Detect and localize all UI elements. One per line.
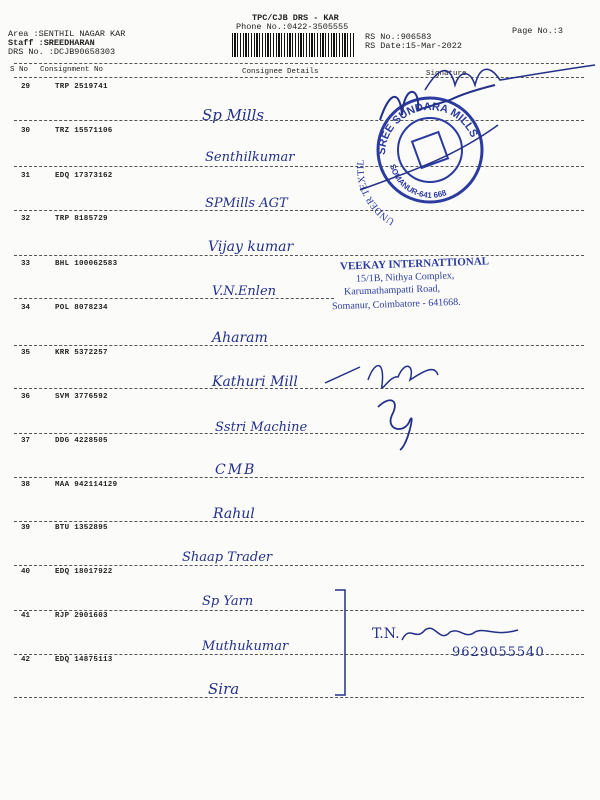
col-signature: Signature xyxy=(426,70,467,78)
row-sno: 32 xyxy=(21,215,31,223)
row-consignment: TRP 2519741 xyxy=(55,83,108,91)
signoff-signature xyxy=(400,622,520,647)
stamp-rect-address-1: 15/1B, Nithya Complex, xyxy=(355,270,455,285)
row-sno: 35 xyxy=(21,349,31,357)
page-number: Page No.:3 xyxy=(512,26,564,36)
row-consignee: Vijay kumar xyxy=(208,239,294,255)
row-sno: 31 xyxy=(21,172,31,180)
stamp-side-text: UNDER TEXTIL xyxy=(355,159,397,227)
row-consignment: EDQ 14875113 xyxy=(55,656,113,664)
stamp-rect-address-3: Somanur, Coimbatore - 641668. xyxy=(331,296,461,313)
row-consignment: DDG 4228505 xyxy=(55,437,108,445)
group-bracket xyxy=(330,585,360,700)
document-title: TPC/CJB DRS - KAR xyxy=(252,13,339,23)
row-consignment: BTU 1352895 xyxy=(55,524,108,532)
row-sno: 37 xyxy=(21,437,31,445)
row-consignee: Kathuri Mill xyxy=(212,374,298,390)
row-consignment: KRR 5372257 xyxy=(55,349,108,357)
row-consignment: TRZ 15571106 xyxy=(55,127,113,135)
row-consignment: EDQ 18017922 xyxy=(55,568,113,576)
signoff-phone: 9629055540 xyxy=(452,645,545,660)
rs-number: RS No.:906583 xyxy=(365,32,432,42)
row-divider xyxy=(14,345,584,346)
row-consignee: Rahul xyxy=(213,506,255,522)
row-sno: 39 xyxy=(21,524,31,532)
row-consignment: SVM 3776592 xyxy=(55,393,108,401)
row-divider xyxy=(14,610,584,611)
row-consignment: MAA 942114129 xyxy=(55,481,118,489)
stamp-town: SOMANUR-641 668 xyxy=(387,163,448,200)
row-consignment: BHL 100062583 xyxy=(55,260,118,268)
staff-label: Staff :SREEDHARAN xyxy=(8,38,95,48)
row-sno: 41 xyxy=(21,612,31,620)
barcode xyxy=(232,33,354,57)
row-consignment: POL 8078234 xyxy=(55,304,108,312)
row-consignee: Sp Mills xyxy=(202,106,265,124)
row-sno: 34 xyxy=(21,304,31,312)
row-consignee: CMB xyxy=(215,462,257,478)
row-sno: 29 xyxy=(21,83,31,91)
row-sno: 38 xyxy=(21,481,31,489)
row-sno: 40 xyxy=(21,568,31,576)
top-signature xyxy=(420,60,600,110)
row-divider xyxy=(14,298,334,299)
row-consignment: RJP 2901603 xyxy=(55,612,108,620)
row-consignee: Shaap Trader xyxy=(182,550,273,565)
row-sno: 30 xyxy=(21,127,31,135)
rs-date: RS Date:15-Mar-2022 xyxy=(365,41,462,51)
row-divider xyxy=(14,477,584,478)
row-consignment: EDQ 17373162 xyxy=(55,172,113,180)
col-consignment: Consignment No xyxy=(40,66,104,74)
drs-number: DRS No. :DCJB90658303 xyxy=(8,47,116,57)
row-sno: 36 xyxy=(21,393,31,401)
col-consignee: Consignee Details xyxy=(242,68,319,76)
stamp-rect-company: VEEKAY INTERNATTIONAL xyxy=(339,255,490,273)
phone-number: Phone No.:0422-3505555 xyxy=(236,22,349,32)
row-sno: 33 xyxy=(21,260,31,268)
area-label: Area :SENTHIL NAGAR KAR xyxy=(8,29,126,39)
row-divider xyxy=(14,388,584,389)
row-divider xyxy=(14,521,584,522)
row-consignee: Aharam xyxy=(212,330,268,346)
row-consignee: SPMills AGT xyxy=(205,196,288,211)
col-sno: S No xyxy=(10,66,29,74)
stamp-company-name: SREE SUNDARA MILLS xyxy=(375,100,480,156)
row-consignee: Sp Yarn xyxy=(202,594,254,609)
row-consignment: TRP 8185729 xyxy=(55,215,108,223)
signoff-initials: T.N. xyxy=(372,626,400,642)
row-consignee: Sira xyxy=(208,680,240,698)
row-divider xyxy=(14,697,584,698)
row-sno: 42 xyxy=(21,656,31,664)
row-divider xyxy=(14,433,584,434)
row-consignee: V.N.Enlen xyxy=(212,284,277,299)
row-consignee: Sstri Machine xyxy=(215,420,308,435)
stamp-outer-ring xyxy=(375,98,482,202)
stamp-rect-address-2: Karumathampatti Road, xyxy=(343,283,441,298)
row-consignee: Senthilkumar xyxy=(205,150,295,165)
row-divider xyxy=(14,255,584,256)
row-divider xyxy=(14,565,584,566)
row-consignee: Muthukumar xyxy=(202,639,289,654)
row-signatures xyxy=(320,355,450,455)
